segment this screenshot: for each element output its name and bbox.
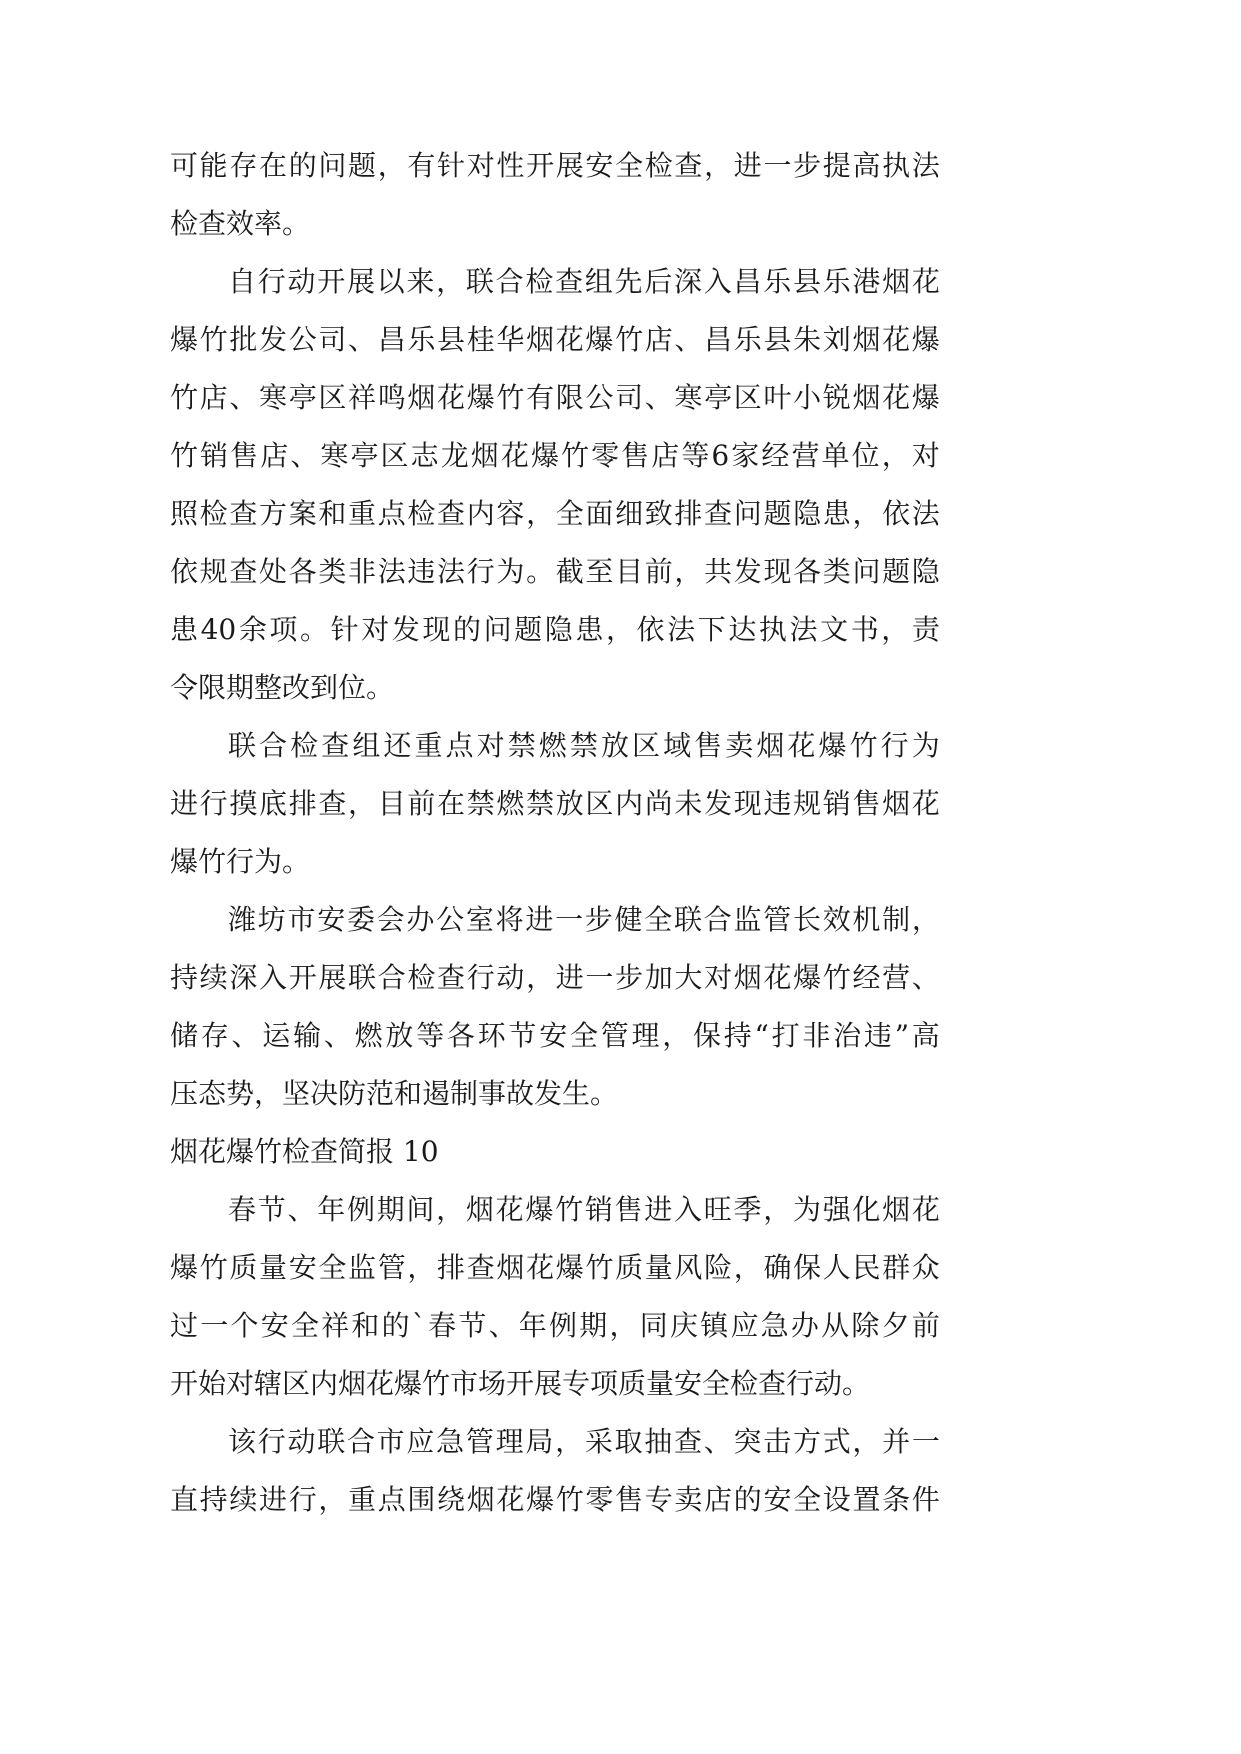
paragraph	[170, 891, 940, 1123]
text-line: 患 40 余 项 。 针 对 发 现 的 问 题 隐 患 ， 依 法 下 达 执 法 文 书 ， 责	[170, 613, 940, 646]
section-heading	[170, 1123, 940, 1181]
text-line: 竹 店 、 寒 亭 区 祥 鸣 烟 花 爆 竹 有 限 公 司 、 寒 亭 区 叶 小 锐 烟 花 爆	[170, 381, 940, 414]
document-page	[170, 137, 940, 1529]
paragraph	[170, 1181, 940, 1413]
text-line: 开始对辖区内烟花爆竹市场开展专项质量安全检查行动。	[170, 1367, 871, 1400]
text-line: 爆 竹 批 发 公 司 、 昌 乐 县 桂 华 烟 花 爆 竹 店 、 昌 乐 县 朱 刘 烟 花 爆	[170, 323, 940, 356]
text-line: 该 行 动 联 合 市 应 急 管 理 局 ， 采 取 抽 查 、 突 击 方 式 ， 并 一	[228, 1425, 940, 1458]
text-line: 依 规 查 处 各 类 非 法 违 法 行 为 。 截 至 目 前 ， 共 发 现 各 类 问 题 隐	[170, 555, 940, 588]
text-line: 可 能 存 在 的 问 题 ， 有 针 对 性 开 展 安 全 检 查 ， 进 一 步 提 高 执 法	[170, 149, 940, 182]
text-line: 联 合 检 查 组 还 重 点 对 禁 燃 禁 放 区 域 售 卖 烟 花 爆 竹 行 为	[228, 729, 940, 762]
text-line: 烟花爆竹检查简报 10	[170, 1135, 439, 1168]
paragraph	[170, 137, 940, 253]
document-body	[170, 137, 940, 1529]
text-line: 潍 坊 市 安 委 会 办 公 室 将 进 一 步 健 全 联 合 监 管 长 效 机 制 ，	[228, 903, 940, 936]
text-line: 进 行 摸 底 排 查 ， 目 前 在 禁 燃 禁 放 区 内 尚 未 发 现 违 规 销 售 烟 花	[170, 787, 940, 820]
text-line: 过 一 个 安 全 祥 和 的 ` 春 节 、 年 例 期 ， 同 庆 镇 应 急 办 从 除 夕 前	[170, 1309, 940, 1342]
text-line: 竹 销 售 店 、 寒 亭 区 志 龙 烟 花 爆 竹 零 售 店 等 6 家 经 营 单 位 ， 对	[170, 439, 940, 472]
text-line: 储 存 、 运 输 、 燃 放 等 各 环 节 安 全 管 理 ， 保 持 “ 打 非 治 违 ” 高	[170, 1019, 940, 1052]
text-line: 压态势，坚决防范和遏制事故发生。	[170, 1077, 619, 1110]
text-line: 照 检 查 方 案 和 重 点 检 查 内 容 ， 全 面 细 致 排 查 问 题 隐 患 ， 依 法	[170, 497, 940, 530]
text-line: 检查效率。	[170, 207, 311, 240]
text-line: 爆 竹 质 量 安 全 监 管 ， 排 查 烟 花 爆 竹 质 量 风 险 ， 确 保 人 民 群 众	[170, 1251, 940, 1284]
text-line: 春 节 、 年 例 期 间 ， 烟 花 爆 竹 销 售 进 入 旺 季 ， 为 强 化 烟 花	[228, 1193, 940, 1226]
paragraph	[170, 717, 940, 891]
text-line: 自 行 动 开 展 以 来 ， 联 合 检 查 组 先 后 深 入 昌 乐 县 乐 港 烟 花	[228, 265, 940, 298]
text-line: 爆竹行为。	[170, 845, 311, 878]
paragraph	[170, 1413, 940, 1529]
text-line: 令限期整改到位。	[170, 671, 395, 704]
paragraph	[170, 253, 940, 717]
text-line: 持 续 深 入 开 展 联 合 检 查 行 动 ， 进 一 步 加 大 对 烟 花 爆 竹 经 营 、	[170, 961, 940, 994]
text-line: 直 持 续 进 行 ， 重 点 围 绕 烟 花 爆 竹 零 售 专 卖 店 的 安 全 设 置 条 件	[170, 1483, 940, 1516]
